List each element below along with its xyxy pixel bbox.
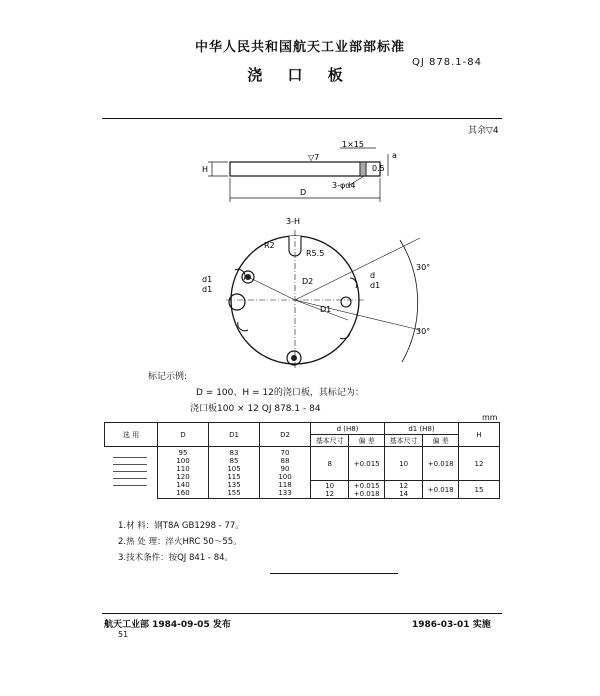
col-d-basic: 基本尺寸 [311, 435, 349, 447]
note-technical: 3.技术条件：按QJ 841 - 84。 [118, 553, 234, 563]
cell-H-2: 15 [459, 481, 500, 499]
dim-chamfer: 1×15 [342, 140, 364, 149]
dim-radius-r2: R2 [264, 241, 275, 250]
footer-effective: 1986-03-01 实施 [412, 620, 491, 630]
cell-d-basic-1: 8 [311, 447, 349, 481]
angle-top: 30° [416, 263, 431, 272]
top-view-drawing [190, 212, 440, 372]
dim-d1: D1 [320, 305, 332, 314]
col-d1-group: d1 (H8) [384, 423, 458, 435]
col-d1-dev: 偏 差 [423, 435, 459, 447]
note-material: 1.材 料：钢T8A GB1298 - 77。 [118, 521, 244, 531]
col-d-group: d (H8) [311, 423, 385, 435]
col-d-dev: 偏 差 [349, 435, 385, 447]
dim-hole-d1: d1 [370, 281, 381, 290]
cell-d1-basic-1: 10 [384, 447, 422, 481]
cell-d1-dev-1: +0.018 [423, 447, 459, 481]
side-view-plate [230, 162, 380, 176]
part-title: 浇 口 板 [247, 66, 353, 84]
dim-height: H [202, 165, 209, 174]
dim-top-right: a [392, 151, 397, 160]
table-unit: mm [482, 413, 498, 422]
cell-d-dev-1: +0.015 [349, 447, 385, 481]
standard-title: 中华人民共和国航天工业部部标准 [194, 40, 405, 55]
cell-D: 95 100 110 120 140 160 [158, 447, 209, 499]
col-H: H [459, 423, 500, 447]
dim-side-right: 0.5 [372, 164, 385, 173]
roughness-mark: ▽7 [308, 153, 320, 162]
note-heat-treatment: 2.热 处 理：淬火HRC 50～55。 [118, 537, 242, 547]
end-rule [270, 573, 398, 574]
footer-rule [102, 613, 502, 614]
select-cell [105, 447, 158, 499]
dim-left-d-top: d1 [202, 275, 213, 284]
cell-d-basic-2: 10 12 [311, 481, 349, 499]
standard-code: QJ 878.1-84 [412, 57, 482, 68]
cell-D2: 70 88 90 100 118 133 [260, 447, 311, 499]
side-view-drawing [180, 140, 420, 210]
dim-radius-r5: R5.5 [306, 249, 325, 258]
cell-d1-dev-2: +0.018 [423, 481, 459, 499]
col-d1-basic: 基本尺寸 [384, 435, 422, 447]
page-number: 51 [118, 630, 129, 639]
col-select: 选 用 [105, 423, 158, 447]
col-D1: D1 [209, 423, 260, 447]
dim-diameter: D [300, 188, 307, 197]
dimension-table [104, 422, 500, 499]
marking-line1: D = 100、H = 12的浇口板，其标记为： [196, 388, 364, 398]
surface-rest-note: 其余▽4 [468, 126, 499, 136]
cell-d1-basic-2: 12 14 [384, 481, 422, 499]
col-D2: D2 [260, 423, 311, 447]
angle-bottom: 30° [416, 327, 431, 336]
cell-H-1: 12 [459, 447, 500, 481]
dim-thread-note: 3-φd4 [332, 181, 356, 190]
cell-D1: 83 85 105 115 135 155 [209, 447, 260, 499]
footer-issuer: 航天工业部 1984-09-05 发布 [104, 620, 231, 630]
header-rule [102, 118, 502, 119]
dim-d2: D2 [302, 277, 314, 286]
dim-left-d-bottom: d1 [202, 285, 213, 294]
dim-hole-d: d [370, 271, 376, 280]
cell-d-dev-2: +0.015 +0.018 [349, 481, 385, 499]
dim-slot-width: 3-H [286, 217, 300, 226]
hole-right [341, 297, 351, 307]
marking-heading: 标记示例: [148, 372, 188, 382]
col-D: D [158, 423, 209, 447]
marking-line2: 浇口板100 × 12 QJ 878.1 - 84 [190, 404, 321, 414]
